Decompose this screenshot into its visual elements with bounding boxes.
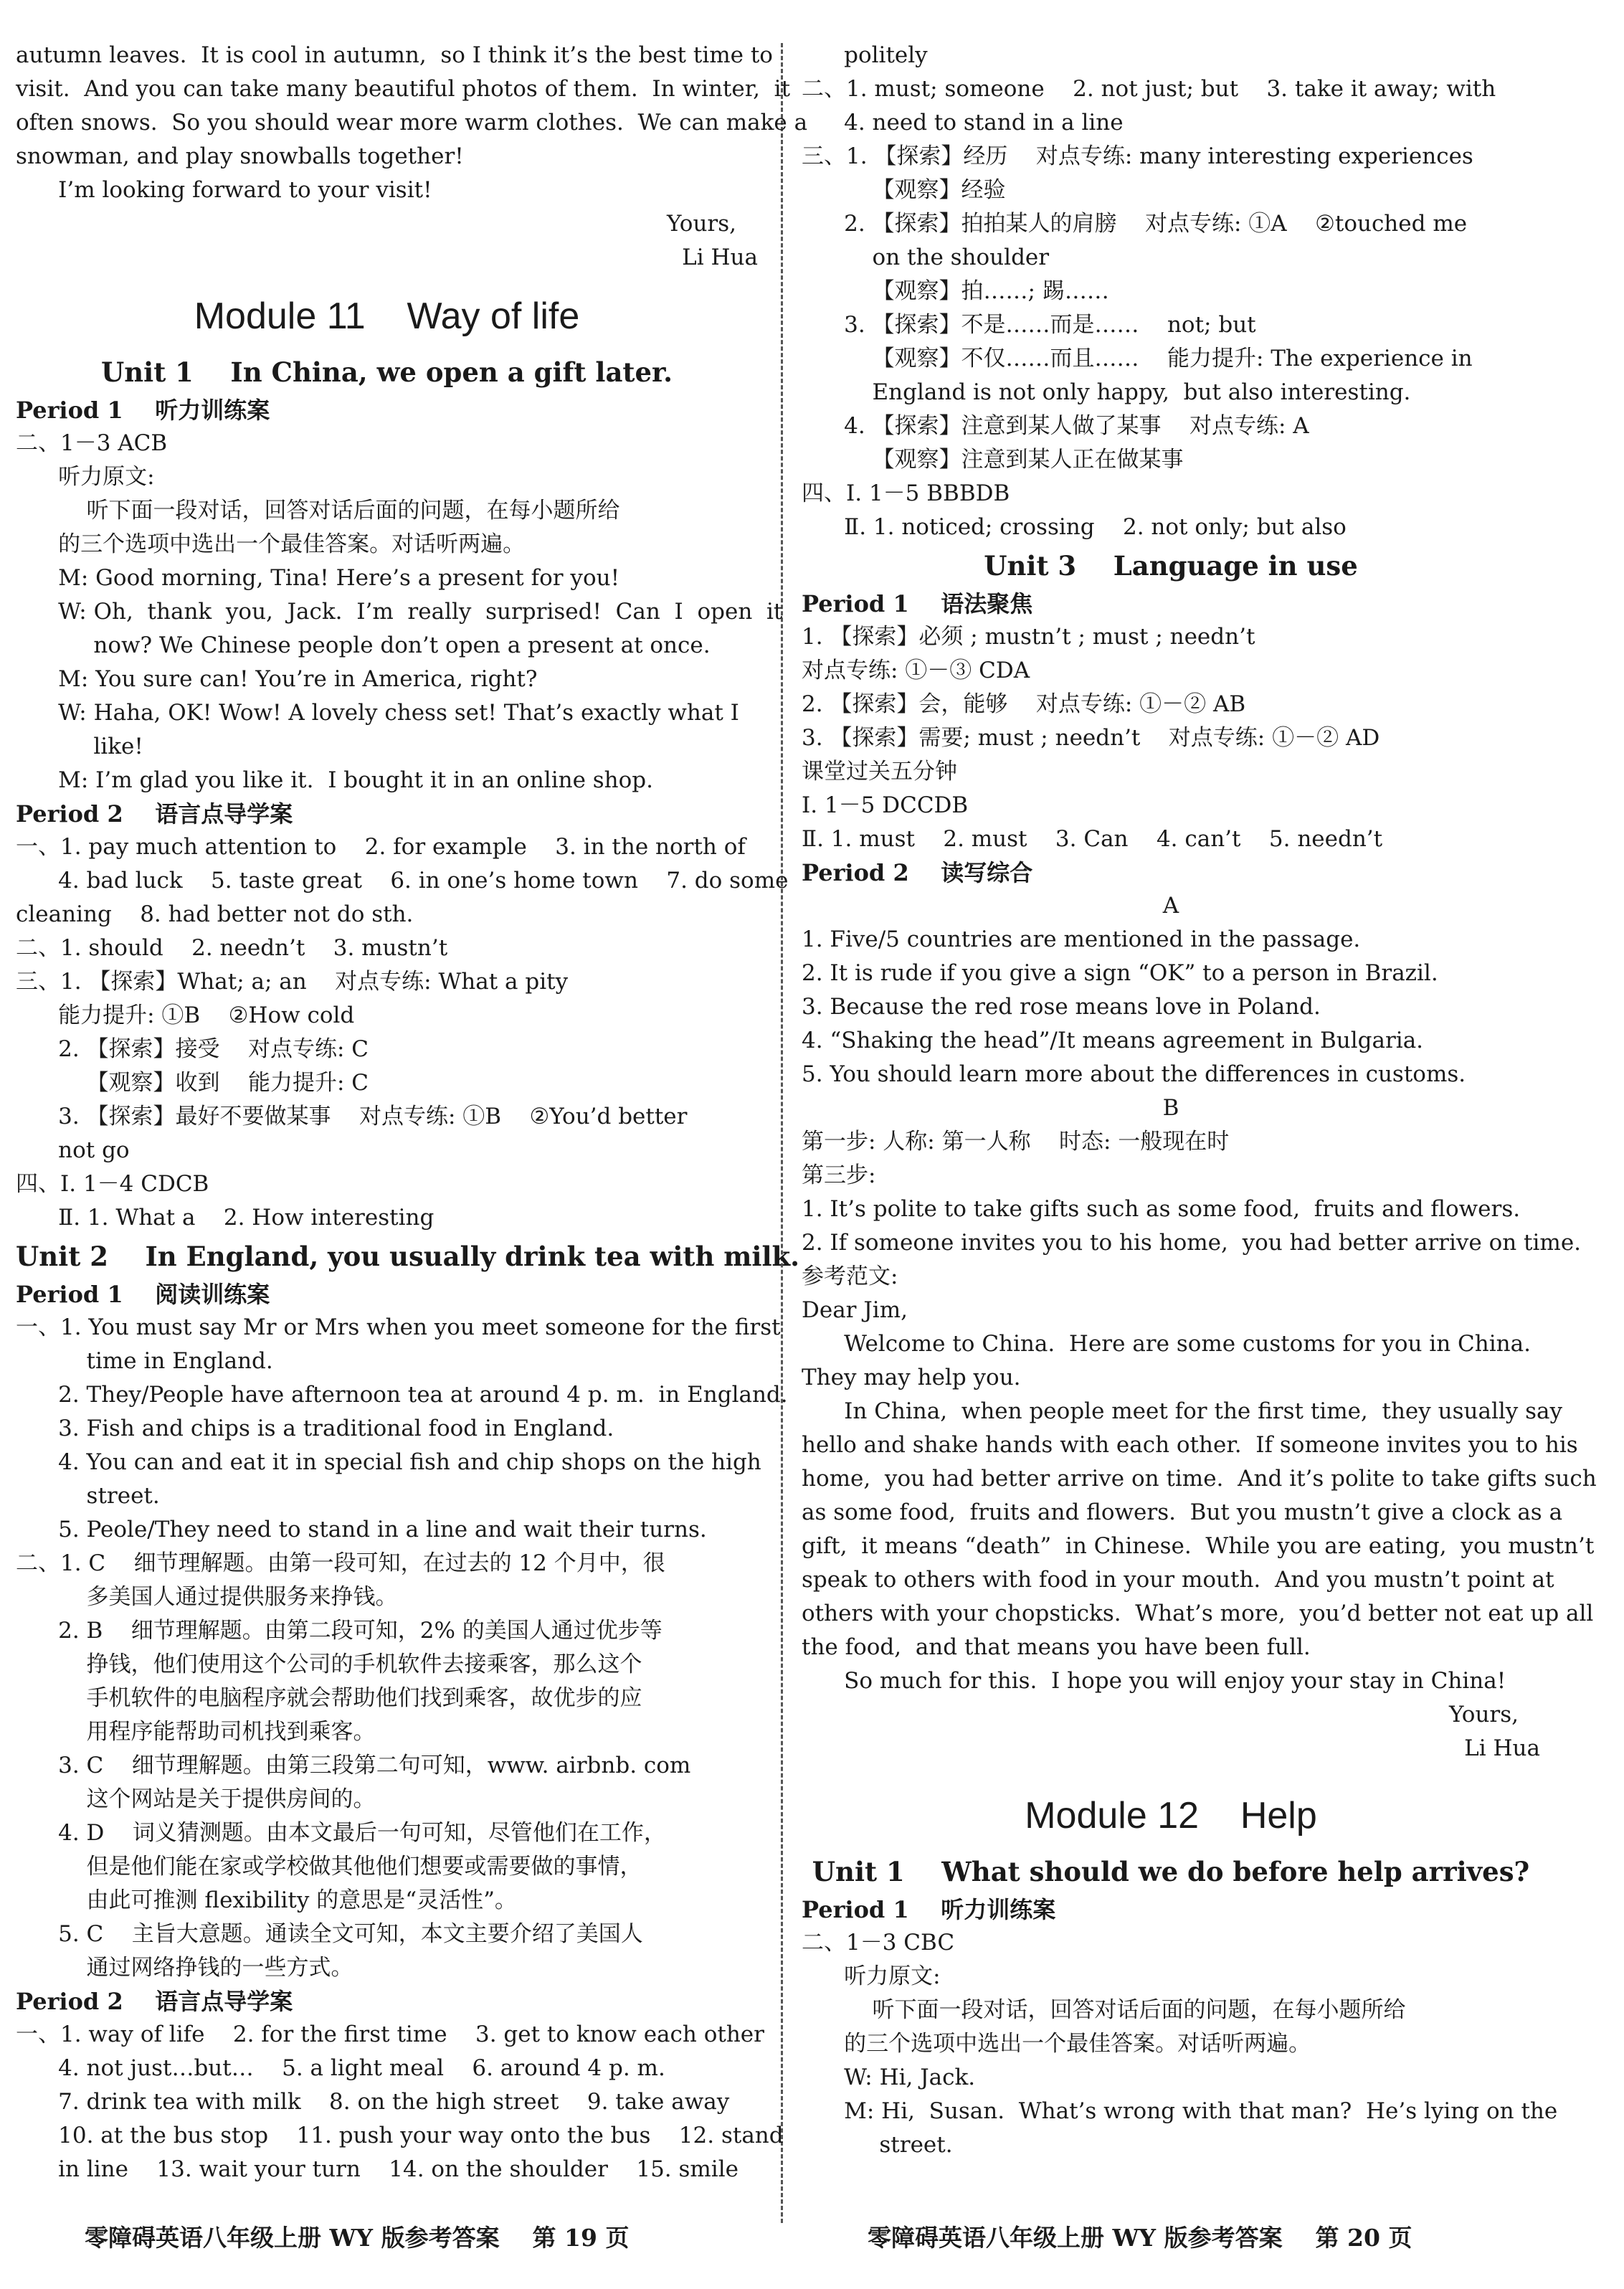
answer-line: So much for this. I hope you will enjoy your stay in China! [802,1668,1506,1694]
answer-line: now? We Chinese people don’t open a present at once. [16,632,711,658]
answer-line: 4. D 词义猜测题。由本文最后一句可知，尽管他们在工作， [16,1820,666,1846]
letter-line: visit. And you can take many beautiful photos of them. In winter, it [16,76,791,102]
answer-line: 5. You should learn more about the differences in customs. [802,1061,1466,1087]
unit-2-period-2-heading: Period 2 语言点导学案 [16,1988,293,2015]
answer-line: They may help you. [802,1365,1021,1390]
answer-line: 4. need to stand in a line [802,110,1124,136]
answer-line: W: Hi, Jack. [802,2065,976,2090]
page-footer-left: 零障碍英语八年级上册 WY 版参考答案 第 19 页 [85,2224,630,2252]
answer-line: 2. 【探索】接受 对点专练: C [16,1036,369,1062]
answer-line: In China, when people meet for the first time, they usually say [802,1398,1563,1424]
answer-line: 这个网站是关于提供房间的。 [16,1786,376,1812]
answer-line: on the shoulder [802,245,1050,270]
answer-line: 2. It is rude if you give a sign “OK” to a person in Brazil. [802,960,1438,986]
answer-line: 1. 【探索】必须 ; mustn’t ; must ; needn’t [802,624,1255,650]
answer-line: 3. C 细节理解题。由第三段第二句可知，www. airbnb. com [16,1753,691,1778]
answer-line: 能力提升: ①B ②How cold [16,1003,355,1028]
answer-line: street. [802,2132,953,2158]
unit-2-title: Unit 2 In England, you usually drink tea with milk. [16,1241,800,1272]
letter-signer: Li Hua [1464,1735,1540,1761]
answer-line: 的三个选项中选出一个最佳答案。对话听两遍。 [16,531,526,557]
answer-line: 1. Five/5 countries are mentioned in the passage. [802,926,1361,952]
answer-line: not go [16,1137,130,1163]
answer-line: M: You sure can! You’re in America, right? [16,666,538,692]
page-footer-right: 零障碍英语八年级上册 WY 版参考答案 第 20 页 [868,2224,1412,2252]
answer-line: 通过网络挣钱的一些方式。 [16,1955,353,1981]
answer-line: others with your chopsticks. What’s more, you’d better not eat up all [802,1601,1594,1626]
module-12-title: Module 12 Help [1025,1795,1317,1837]
answer-line: M: Good morning, Tina! Here’s a present for you! [16,565,620,591]
unit-1-period-2-heading: Period 2 语言点导学案 [16,800,293,828]
answer-line: 二、1－3 CBC [802,1930,955,1956]
answer-line: Ⅱ. 1. must 2. must 3. Can 4. can’t 5. needn’t [802,826,1383,852]
answer-line: 7. drink tea with milk 8. on the high street 9. take away [16,2089,730,2115]
answer-line: the food, and that means you have been full. [802,1634,1311,1660]
answer-line: M: I’m glad you like it. I bought it in an online shop. [16,767,654,793]
unit-3-title: Unit 3 Language in use [984,550,1358,582]
answer-line: W: Oh, thank you, Jack. I’m really surprised! Can I open it [16,599,783,625]
answer-line: 2. 【探索】拍拍某人的肩膀 对点专练: ①A ②touched me [802,211,1468,237]
answer-line: 4. 【探索】注意到某人做了某事 对点专练: A [802,413,1309,439]
answer-line: 三、1. 【探索】What; a; an 对点专练: What a pity [16,969,569,995]
answer-line: Ⅰ. 1－5 DCCDB [802,792,969,818]
letter-line: snowman, and play snowballs together! [16,143,464,169]
answer-line: England is not only happy, but also interesting. [802,379,1411,405]
answer-line: M: Hi, Susan. What’s wrong with that man? He’s lying on the [802,2098,1558,2124]
answer-line: 二、1. must; someone 2. not just; but 3. take it away; with [802,76,1496,102]
letter-signoff: Yours, [1449,1702,1519,1728]
right-column [802,39,1597,2162]
answer-line: 课堂过关五分钟 [802,759,957,785]
answer-line: speak to others with food in your mouth. And you mustn’t point at [802,1567,1554,1593]
answer-line: 【观察】拍……; 踢…… [802,278,1109,304]
column-divider [781,43,783,2223]
answer-line: 3. Because the red rose means love in Poland. [802,994,1321,1020]
answer-line: 3. 【探索】不是……而是…… not; but [802,312,1256,338]
answer-line: 【观察】不仅……而且…… 能力提升: The experience in [802,346,1473,371]
answer-line: 2. 【探索】会，能够 对点专练: ①－② AB [802,691,1246,717]
letter-line: autumn leaves. It is cool in autumn, so I think it’s the best time to [16,42,773,68]
answer-line: Ⅱ. 1. noticed; crossing 2. not only; but also [802,514,1347,540]
answer-line: 5. C 主旨大意题。通读全文可知，本文主要介绍了美国人 [16,1921,643,1947]
unit-3-period-1-heading: Period 1 语法聚焦 [802,590,1033,617]
module-11-title: Module 11 Way of life [194,295,580,337]
answer-line: 多美国人通过提供服务来挣钱。 [16,1584,398,1610]
answer-line: 二、1. C 细节理解题。由第一段可知，在过去的 12 个月中，很 [16,1550,665,1576]
answer-line: 【观察】注意到某人正在做某事 [802,447,1184,473]
answer-line: 但是他们能在家或学校做其他他们想要或需要做的事情， [16,1854,642,1880]
answer-line: 2. B 细节理解题。由第二段可知，2% 的美国人通过优步等 [16,1618,663,1644]
answer-line: 2. They/People have afternoon tea at around 4 p. m. in England. [16,1382,788,1408]
section-a-label: A [1162,893,1179,919]
answer-line: 2. If someone invites you to his home, you had better arrive on time. [802,1230,1582,1256]
answer-line: 听力原文: [16,464,155,490]
answer-line: 1. It’s polite to take gifts such as some food, fruits and flowers. [802,1196,1521,1222]
answer-line: 用程序能帮助司机找到乘客。 [16,1719,376,1745]
answer-line: 第三步: [802,1162,876,1188]
answer-line: 由此可推测 flexibility 的意思是“灵活性”。 [16,1887,517,1913]
answer-line: 听下面一段对话，回答对话后面的问题，在每小题所给 [802,1997,1406,2023]
answer-line: cleaning 8. had better not do sth. [16,901,414,927]
answer-line: 5. Peole/They need to stand in a line and wait their turns. [16,1517,707,1542]
answer-line: 10. at the bus stop 11. push your way onto the bus 12. stand [16,2123,784,2148]
answer-line: 手机软件的电脑程序就会帮助他们找到乘客，故优步的应 [16,1685,642,1711]
answer-line: 的三个选项中选出一个最佳答案。对话听两遍。 [802,2031,1311,2057]
answer-line: 对点专练: ①－③ CDA [802,658,1030,683]
letter-signer: Li Hua [682,245,758,270]
answer-line: 4. “Shaking the head”/It means agreement in Bulgaria. [802,1028,1424,1053]
answer-line: 【观察】经验 [802,177,1006,203]
answer-line: 【观察】收到 能力提升: C [16,1070,369,1096]
letter-line: often snows. So you should wear more warm clothes. We can make a [16,110,808,136]
answer-line: in line 13. wait your turn 14. on the shoulder 15. smile [16,2156,739,2182]
answer-line: 3. 【探索】需要; must ; needn’t 对点专练: ①－② AD [802,725,1380,751]
left-column [16,39,808,2186]
module-12-period-1-heading: Period 1 听力训练案 [802,1896,1056,1923]
unit-3-period-2-heading: Period 2 读写综合 [802,859,1033,886]
unit-2-period-1-heading: Period 1 阅读训练案 [16,1281,270,1308]
letter-line: I’m looking forward to your visit! [16,177,432,203]
unit-1-period-1-heading: Period 1 听力训练案 [16,397,270,424]
answer-line: 4. You can and eat it in special fish and chip shops on the high [16,1449,761,1475]
letter-signoff: Yours, [667,211,736,237]
answer-line: 第一步: 人称: 第一人称 时态: 一般现在时 [802,1129,1230,1155]
answer-line: 听下面一段对话，回答对话后面的问题，在每小题所给 [16,498,620,523]
answer-line: like! [16,734,143,759]
answer-line: Dear Jim, [802,1297,908,1323]
answer-line: Ⅱ. 1. What a 2. How interesting [16,1205,435,1231]
answer-line: time in England. [16,1348,273,1374]
answer-line: 4. bad luck 5. taste great 6. in one’s home town 7. do some [16,868,789,894]
answer-line: 3. 【探索】最好不要做某事 对点专练: ①B ②You’d better [16,1104,688,1129]
answer-line: as some food, fruits and flowers. But you mustn’t give a clock as a [802,1499,1563,1525]
answer-line: 一、1. way of life 2. for the first time 3. get to know each other [16,2022,764,2047]
answer-line: Welcome to China. Here are some customs for you in China. [802,1331,1531,1357]
unit-1-title: Unit 1 In China, we open a gift later. [100,356,673,388]
answer-line: home, you had better arrive on time. And it’s polite to take gifts such [802,1466,1597,1492]
answer-line: 二、1. should 2. needn’t 3. mustn’t [16,935,448,961]
answer-line: W: Haha, OK! Wow! A lovely chess set! That’s exactly what I [16,700,739,726]
answer-line: 参考范文: [802,1264,898,1289]
answer-line: 挣钱，他们使用这个公司的手机软件去接乘客，那么这个 [16,1651,642,1677]
answer-line: 四、Ⅰ. 1－5 BBBDB [802,480,1010,506]
answer-line: politely [802,42,928,68]
answer-line: 4. not just…but… 5. a light meal 6. around 4 p. m. [16,2055,665,2081]
answer-line: 一、1. You must say Mr or Mrs when you meet someone for the first [16,1314,781,1340]
answer-line: 三、1. 【探索】经历 对点专练: many interesting experiences [802,143,1473,169]
answer-line: gift, it means “death” in Chinese. While you are eating, you mustn’t [802,1533,1595,1559]
answer-line: 四、Ⅰ. 1－4 CDCB [16,1171,209,1197]
section-b-label: B [1162,1095,1179,1121]
answer-line: 3. Fish and chips is a traditional food in England. [16,1416,614,1441]
answer-line: 一、1. pay much attention to 2. for example 3. in the north of [16,834,746,860]
module-12-unit-1-title: Unit 1 What should we do before help arrives? [812,1856,1530,1887]
answer-line: street. [16,1483,160,1509]
answer-line: 二、1－3 ACB [16,430,168,456]
answer-line: 听力原文: [802,1963,941,1989]
answer-line: hello and shake hands with each other. If someone invites you to his [802,1432,1578,1458]
